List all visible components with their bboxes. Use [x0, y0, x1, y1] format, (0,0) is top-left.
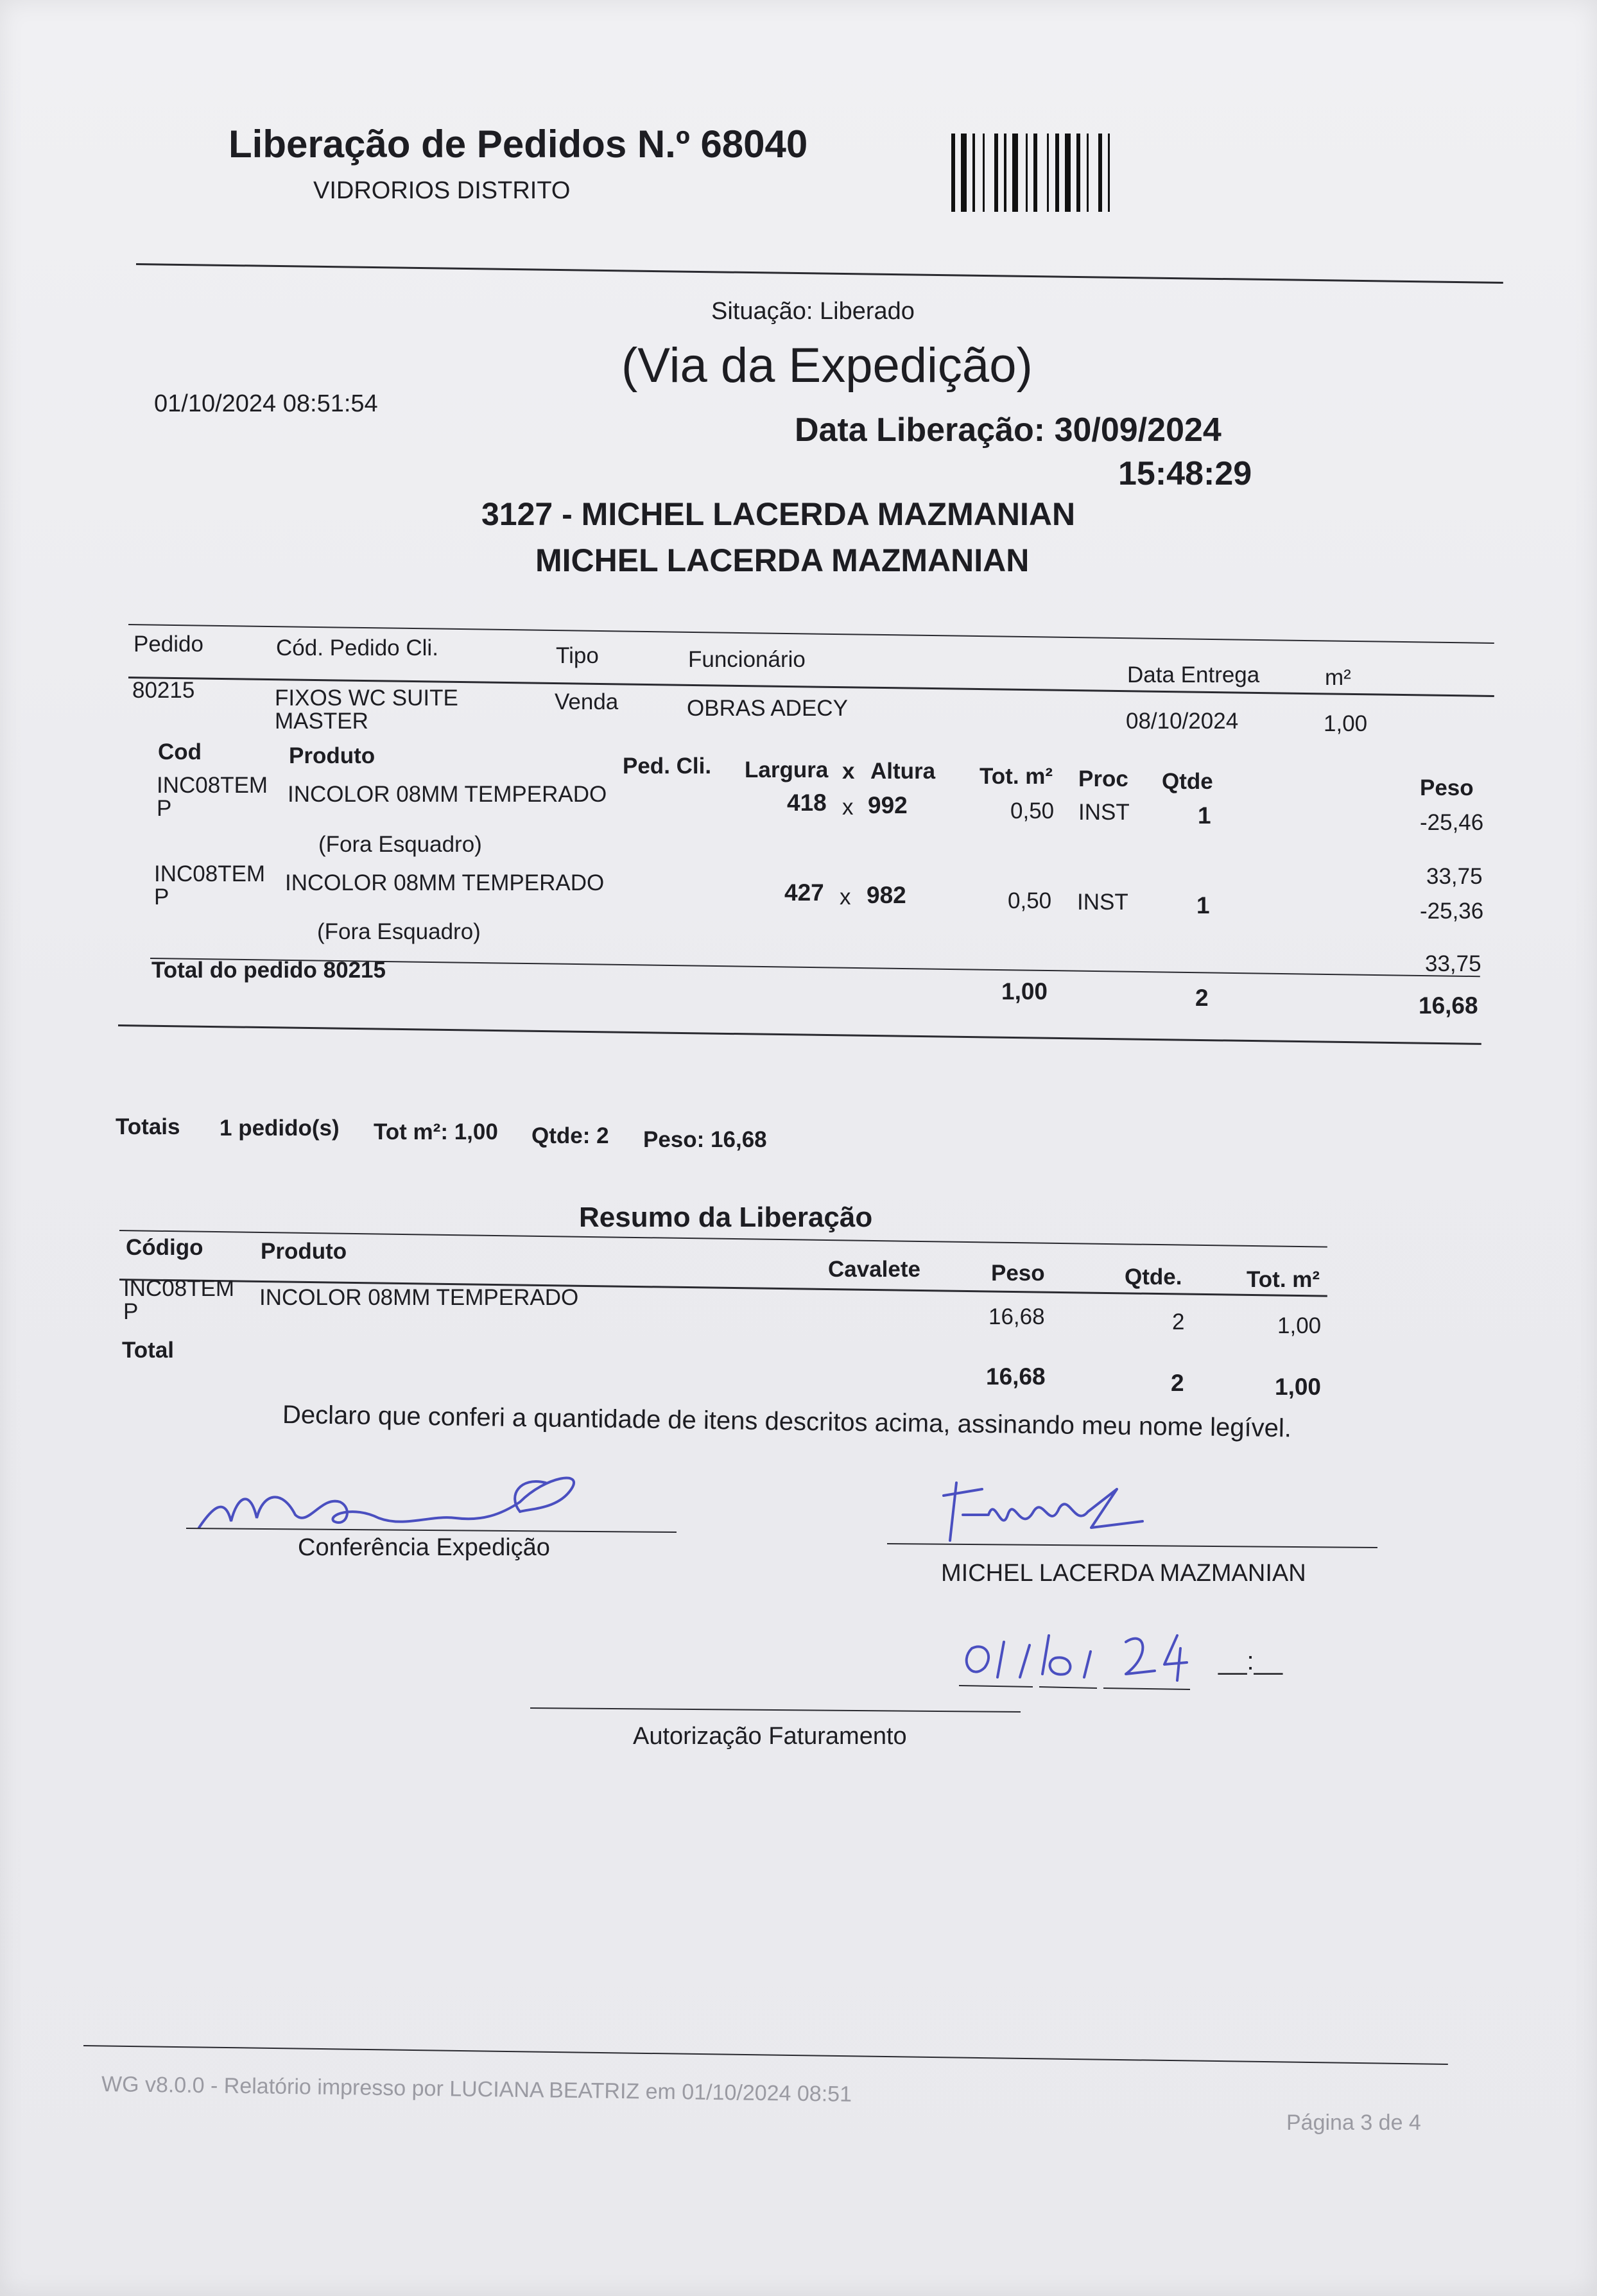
item2-peso-1: -25,36 [1420, 899, 1484, 924]
billing-authorization-label: Autorização Faturamento [633, 1723, 907, 1750]
summary-total-label: Total [122, 1338, 175, 1363]
barcode-bar [1047, 134, 1049, 212]
item2-largura: 427 [784, 879, 824, 906]
delivery-date: 08/10/2024 [1126, 709, 1239, 734]
item1-cod-line2: P [157, 796, 172, 821]
release-time: 15:48:29 [1118, 455, 1252, 492]
order-number: 80215 [132, 678, 195, 703]
items-header-tot-m2: Tot. m² [980, 764, 1053, 789]
item1-proc: INST [1078, 800, 1130, 825]
summary-codigo-line2: P [123, 1299, 139, 1324]
item2-cod-line1: INC08TEM [154, 861, 266, 886]
page-number: Página 3 de 4 [1286, 2110, 1421, 2135]
barcode-bar [994, 134, 998, 212]
header-m2: m² [1325, 665, 1351, 690]
employee: OBRAS ADECY [687, 696, 848, 721]
item1-obs: (Fora Esquadro) [318, 832, 482, 857]
barcode-bar [983, 134, 985, 212]
declaration-text: Declaro que conferi a quantidade de itens descritos acima, assinando meu nome legível. [282, 1401, 1292, 1443]
order-table-bottom-line [118, 1024, 1481, 1045]
summary-qtde: 2 [1172, 1309, 1185, 1334]
client-code-name: 3127 - MICHEL LACERDA MAZMANIAN [481, 496, 1076, 532]
item2-cod-line2: P [154, 885, 169, 910]
barcode-bar [1108, 134, 1110, 212]
summary-total-qtde: 2 [1171, 1370, 1184, 1396]
handwritten-date [959, 1623, 1203, 1693]
barcode [951, 134, 1194, 212]
item1-x: x [842, 795, 854, 820]
release-date: Data Liberação: 30/09/2024 [795, 411, 1221, 449]
summary-tot-m2: 1,00 [1277, 1313, 1322, 1338]
client-signature [937, 1476, 1149, 1547]
header-funcionario: Funcionário [688, 647, 806, 672]
item1-cod-line1: INC08TEM [157, 773, 268, 798]
summary-total-peso: 16,68 [986, 1363, 1046, 1390]
barcode-bar [1076, 134, 1080, 212]
totals-pedidos: 1 pedido(s) [220, 1116, 340, 1141]
order-total-qtde: 2 [1195, 985, 1209, 1011]
item2-peso-2: 33,75 [1425, 951, 1481, 976]
item1-largura: 418 [787, 790, 827, 816]
item1-qtde: 1 [1198, 802, 1211, 829]
barcode-bar [1004, 134, 1006, 212]
summary-header-produto: Produto [261, 1239, 347, 1264]
footer-line [83, 2045, 1448, 2065]
barcode-bar [1065, 134, 1071, 212]
totals-m2: Tot m²: 1,00 [374, 1119, 498, 1144]
client-order-code-line1: FIXOS WC SUITE [275, 686, 458, 711]
printed-timestamp: 01/10/2024 08:51:54 [154, 390, 378, 417]
item1-tot-m2: 0,50 [1010, 798, 1055, 824]
items-header-proc: Proc [1078, 766, 1128, 791]
document-title: Liberação de Pedidos N.º 68040 [229, 123, 808, 166]
billing-signature-line [530, 1707, 1021, 1713]
items-header-qtde: Qtde [1162, 769, 1213, 794]
summary-total-m2: 1,00 [1275, 1374, 1322, 1400]
summary-header-qtde: Qtde. [1125, 1265, 1182, 1290]
summary-header-cavalete: Cavalete [828, 1257, 920, 1282]
header-tipo: Tipo [556, 643, 599, 668]
order-total-peso: 16,68 [1419, 992, 1478, 1019]
client-signature-name: MICHEL LACERDA MAZMANIAN [941, 1560, 1306, 1587]
order-total-m2: 1,00 [1001, 978, 1048, 1005]
barcode-bar [1026, 134, 1028, 212]
company-name: VIDRORIOS DISTRITO [313, 177, 571, 204]
item2-x: x [840, 885, 851, 910]
item1-peso-2: 33,75 [1426, 864, 1483, 889]
summary-title: Resumo da Liberação [579, 1202, 873, 1233]
header-cod-pedido-cli: Cód. Pedido Cli. [276, 635, 438, 660]
item2-produto: INCOLOR 08MM TEMPERADO [285, 870, 605, 895]
barcode-bar [1098, 134, 1102, 212]
totals-peso: Peso: 16,68 [643, 1127, 767, 1152]
items-header-x: x [842, 759, 855, 784]
summary-codigo-line1: INC08TEM [123, 1276, 235, 1301]
item2-obs: (Fora Esquadro) [317, 919, 481, 944]
items-header-produto: Produto [289, 743, 376, 768]
client-name: MICHEL LACERDA MAZMANIAN [535, 542, 1030, 578]
item2-altura: 982 [867, 882, 906, 908]
items-header-ped-cli: Ped. Cli. [623, 754, 712, 779]
header-divider [136, 263, 1503, 284]
footer-printed-by: WG v8.0.0 - Relatório impresso por LUCIANA BEATRIZ em 01/10/2024 08:51 [101, 2072, 852, 2107]
expedition-label: Conferência Expedição [298, 1534, 550, 1561]
summary-peso: 16,68 [988, 1304, 1045, 1329]
order-type: Venda [555, 689, 619, 714]
item2-proc: INST [1077, 890, 1128, 915]
barcode-bar [1012, 134, 1018, 212]
time-blank: __:__ [1218, 1647, 1283, 1675]
order-total-label: Total do pedido 80215 [151, 958, 386, 983]
summary-produto: INCOLOR 08MM TEMPERADO [259, 1285, 579, 1310]
header-data-entrega: Data Entrega [1127, 662, 1260, 687]
totals-qtde: Qtde: 2 [531, 1123, 609, 1148]
copy-type: (Via da Expedição) [621, 338, 1033, 393]
item1-altura: 992 [868, 792, 908, 818]
barcode-bar [972, 134, 975, 212]
barcode-bar [961, 134, 967, 212]
barcode-bar [951, 134, 955, 212]
barcode-bar [1087, 134, 1089, 212]
item1-peso-1: -25,46 [1420, 810, 1484, 835]
summary-header-tot-m2: Tot. m² [1247, 1267, 1320, 1292]
items-header-largura: Largura [745, 757, 829, 782]
summary-header-peso: Peso [991, 1261, 1045, 1286]
header-pedido: Pedido [134, 632, 203, 657]
item2-qtde: 1 [1196, 892, 1210, 919]
totals-label: Totais [116, 1114, 180, 1139]
status-text: Situação: Liberado [711, 298, 915, 325]
items-header-altura: Altura [870, 759, 936, 784]
items-header-peso: Peso [1420, 775, 1474, 800]
item2-tot-m2: 0,50 [1008, 888, 1052, 913]
client-order-code-line2: MASTER [275, 709, 368, 734]
order-m2: 1,00 [1324, 711, 1368, 736]
barcode-bar [1033, 134, 1037, 212]
summary-header-codigo: Código [126, 1235, 203, 1260]
items-header-cod: Cod [158, 739, 202, 764]
item1-produto: INCOLOR 08MM TEMPERADO [288, 782, 607, 807]
barcode-bar [1055, 134, 1059, 212]
